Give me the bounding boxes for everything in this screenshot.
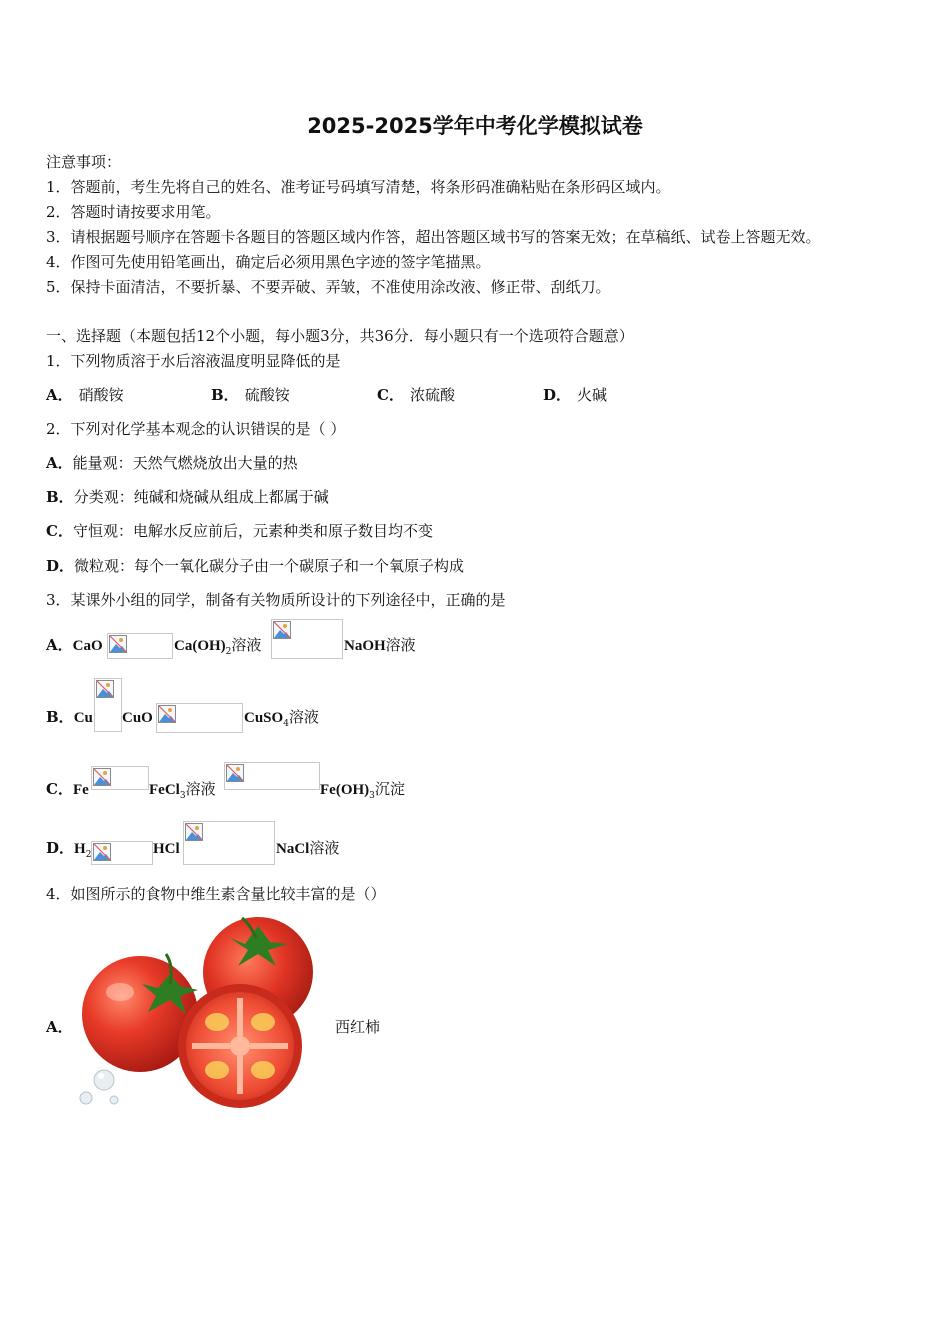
reaction-arrow-image <box>94 678 122 732</box>
broken-image-icon <box>185 823 203 841</box>
reaction-arrow-image <box>156 703 243 733</box>
reaction-arrow-image <box>91 766 149 790</box>
q2-option-d[interactable]: D．微粒观：每个一氧化碳分子由一个碳原子和一个氧原子构成 <box>46 557 465 575</box>
broken-image-icon <box>158 705 176 723</box>
notice-item-1: 1．答题前，考生先将自己的姓名、准考证号码填写清楚，将条形码准确粘贴在条形码区域内。 <box>46 178 671 196</box>
section-heading: 一、选择题（本题包括12个小题，每小题3分，共36分．每小题只有一个选项符合题意） <box>46 327 634 345</box>
tomato-image <box>70 914 320 1114</box>
reaction-arrow-image <box>271 619 343 659</box>
reaction-arrow-image <box>183 821 275 865</box>
q4-option-a-text: 西红柿 <box>335 1018 381 1036</box>
notice-item-4: 4．作图可先使用铅笔画出，确定后必须用黑色字迹的签字笔描黑。 <box>46 253 491 271</box>
broken-image-icon <box>93 768 111 786</box>
q3a-reactant: CaO <box>72 638 103 654</box>
question-1-stem: 1．下列物质溶于水后溶液温度明显降低的是 <box>46 352 341 370</box>
broken-image-icon <box>273 621 291 639</box>
q1-option-a[interactable]: A． 硝酸铵 <box>46 386 124 404</box>
broken-image-icon <box>96 680 114 698</box>
reaction-arrow-image <box>224 762 320 790</box>
q1-option-b[interactable]: B． 硫酸铵 <box>211 386 290 404</box>
q2-option-a[interactable]: A．能量观：天然气燃烧放出大量的热 <box>46 454 298 472</box>
reaction-arrow-image <box>91 841 153 865</box>
question-2-stem: 2．下列对化学基本观念的认识错误的是（ ） <box>46 420 346 438</box>
q2-option-c[interactable]: C．守恒观：电解水反应前后，元素种类和原子数目均不变 <box>46 522 433 540</box>
broken-image-icon <box>226 764 244 782</box>
notice-item-2: 2．答题时请按要求用笔。 <box>46 203 221 221</box>
broken-image-icon <box>93 843 111 861</box>
notice-item-3: 3．请根据题号顺序在答题卡各题目的答题区域内作答，超出答题区域书写的答案无效；在草稿纸、试卷上答题无效。 <box>46 228 821 246</box>
reaction-arrow-image <box>107 633 173 659</box>
question-3-stem: 3．某课外小组的同学，制备有关物质所设计的下列途径中，正确的是 <box>46 591 506 609</box>
q1-option-d[interactable]: D． 火碱 <box>543 386 608 404</box>
notice-heading: 注意事项： <box>46 153 122 171</box>
q1-option-c[interactable]: C． 浓硫酸 <box>377 386 455 404</box>
question-4-stem: 4．如图所示的食物中维生素含量比较丰富的是（） <box>46 885 386 903</box>
notice-item-5: 5．保持卡面清洁，不要折暴、不要弄破、弄皱，不准使用涂改液、修正带、刮纸刀。 <box>46 278 611 296</box>
broken-image-icon <box>109 635 127 653</box>
page-title: 2025-2025学年中考化学模拟试卷 <box>307 114 643 138</box>
question-1-options <box>46 385 746 405</box>
q2-option-b[interactable]: B．分类观：纯碱和烧碱从组成上都属于碱 <box>46 488 329 506</box>
